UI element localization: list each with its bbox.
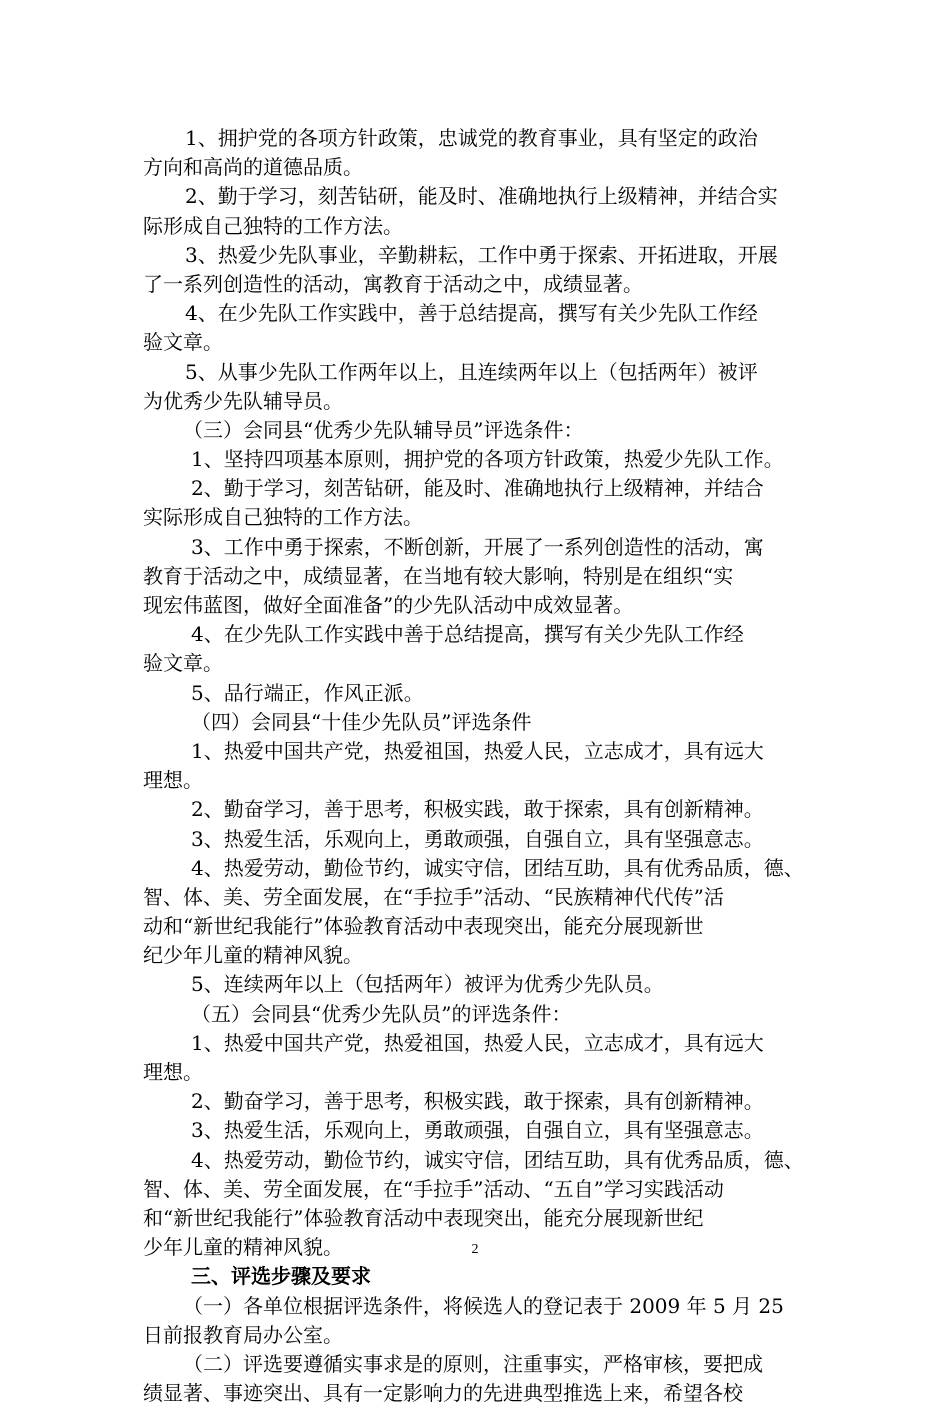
text-line: 验文章。	[143, 330, 223, 355]
text-line: 3、工作中勇于探索，不断创新，开展了一系列创造性的活动，寓	[191, 534, 764, 559]
text-line: （四）会同县“十佳少先队员”评选条件	[191, 709, 532, 734]
text-line: 2、勤奋学习，善于思考，积极实践，敢于探索，具有创新精神。	[191, 1089, 764, 1114]
text-line: 方向和高尚的道德品质。	[143, 155, 363, 180]
text-line: （三）会同县“优秀少先队辅导员”评选条件：	[183, 417, 584, 442]
text-line: 绩显著、事迹突出、具有一定影响力的先进典型推选上来，希望各校	[143, 1381, 743, 1406]
text-line: 理想。	[143, 1060, 203, 1084]
text-line: 日前报教育局办公室。	[143, 1322, 343, 1347]
text-line: 教育于活动之中，成绩显著，在当地有较大影响，特别是在组织“实	[143, 563, 734, 588]
section-heading: 三、评选步骤及要求	[191, 1264, 371, 1289]
text-line: 少年儿童的精神风貌。	[143, 1235, 343, 1260]
text-line: 验文章。	[143, 651, 223, 676]
text-line: 实际形成自己独特的工作方法。	[143, 505, 423, 530]
text-line: （二）评选要遵循实事求是的原则，注重事实，严格审核，要把成	[183, 1351, 763, 1376]
text-line: 2、勤奋学习，善于思考，积极实践，敢于探索，具有创新精神。	[191, 797, 764, 822]
text-line: 和“新世纪我能行”体验教育活动中表现突出，能充分展现新世纪	[143, 1205, 704, 1230]
text-line: 为优秀少先队辅导员。	[143, 388, 343, 413]
text-line: 纪少年儿童的精神风貌。	[143, 943, 363, 968]
text-line: 2、勤于学习，刻苦钻研，能及时、准确地执行上级精神，并结合	[191, 476, 764, 501]
text-line: 1、坚持四项基本原则，拥护党的各项方针政策，热爱少先队工作。	[191, 447, 784, 472]
text-line: 1、热爱中国共产党，热爱祖国，热爱人民，立志成才，具有远大	[191, 738, 764, 763]
text-line: 3、热爱生活，乐观向上，勇敢顽强，自强自立，具有坚强意志。	[191, 826, 764, 851]
document-body	[143, 124, 815, 1408]
text-line: 4、热爱劳动，勤俭节约，诚实守信，团结互助，具有优秀品质，德、	[191, 855, 804, 880]
text-line: 5、从事少先队工作两年以上，且连续两年以上（包括两年）被评	[185, 359, 758, 384]
text-line: 1、拥护党的各项方针政策，忠诚党的教育事业，具有坚定的政治	[185, 126, 758, 150]
text-line: 3、热爱少先队事业，辛勤耕耘，工作中勇于探索、开拓进取，开展	[185, 242, 778, 267]
text-line: 现宏伟蓝图，做好全面准备”的少先队活动中成效显著。	[143, 593, 634, 617]
text-line: 动和“新世纪我能行”体验教育活动中表现突出，能充分展现新世	[143, 914, 704, 939]
text-line: 了一系列创造性的活动，寓教育于活动之中，成绩显著。	[143, 271, 643, 296]
text-line: （一）各单位根据评选条件，将候选人的登记表于 2009 年 5 月 25	[183, 1293, 784, 1318]
text-line: 4、热爱劳动，勤俭节约，诚实守信，团结互助，具有优秀品质，德、	[191, 1147, 804, 1172]
text-line: 4、在少先队工作实践中善于总结提高，撰写有关少先队工作经	[191, 622, 744, 647]
text-line: 智、体、美、劳全面发展，在“手拉手”活动、“五自”学习实践活动	[143, 1176, 724, 1201]
text-line: 4、在少先队工作实践中，善于总结提高，撰写有关少先队工作经	[185, 301, 758, 326]
text-line: 理想。	[143, 768, 203, 793]
text-line: 际形成自己独特的工作方法。	[143, 213, 403, 238]
page-number: 2	[471, 1242, 479, 1257]
text-line: 1、热爱中国共产党，热爱祖国，热爱人民，立志成才，具有远大	[191, 1030, 764, 1055]
text-line: 2、勤于学习，刻苦钻研，能及时、准确地执行上级精神，并结合实	[185, 184, 778, 209]
text-line: 3、热爱生活，乐观向上，勇敢顽强，自强自立，具有坚强意志。	[191, 1118, 764, 1143]
text-line: 智、体、美、劳全面发展，在“手拉手”活动、“民族精神代代传”活	[143, 884, 724, 909]
text-line: （五）会同县“优秀少先队员”的评选条件：	[191, 1001, 572, 1026]
text-line: 5、连续两年以上（包括两年）被评为优秀少先队员。	[191, 972, 664, 997]
text-line: 5、品行端正，作风正派。	[191, 680, 424, 705]
